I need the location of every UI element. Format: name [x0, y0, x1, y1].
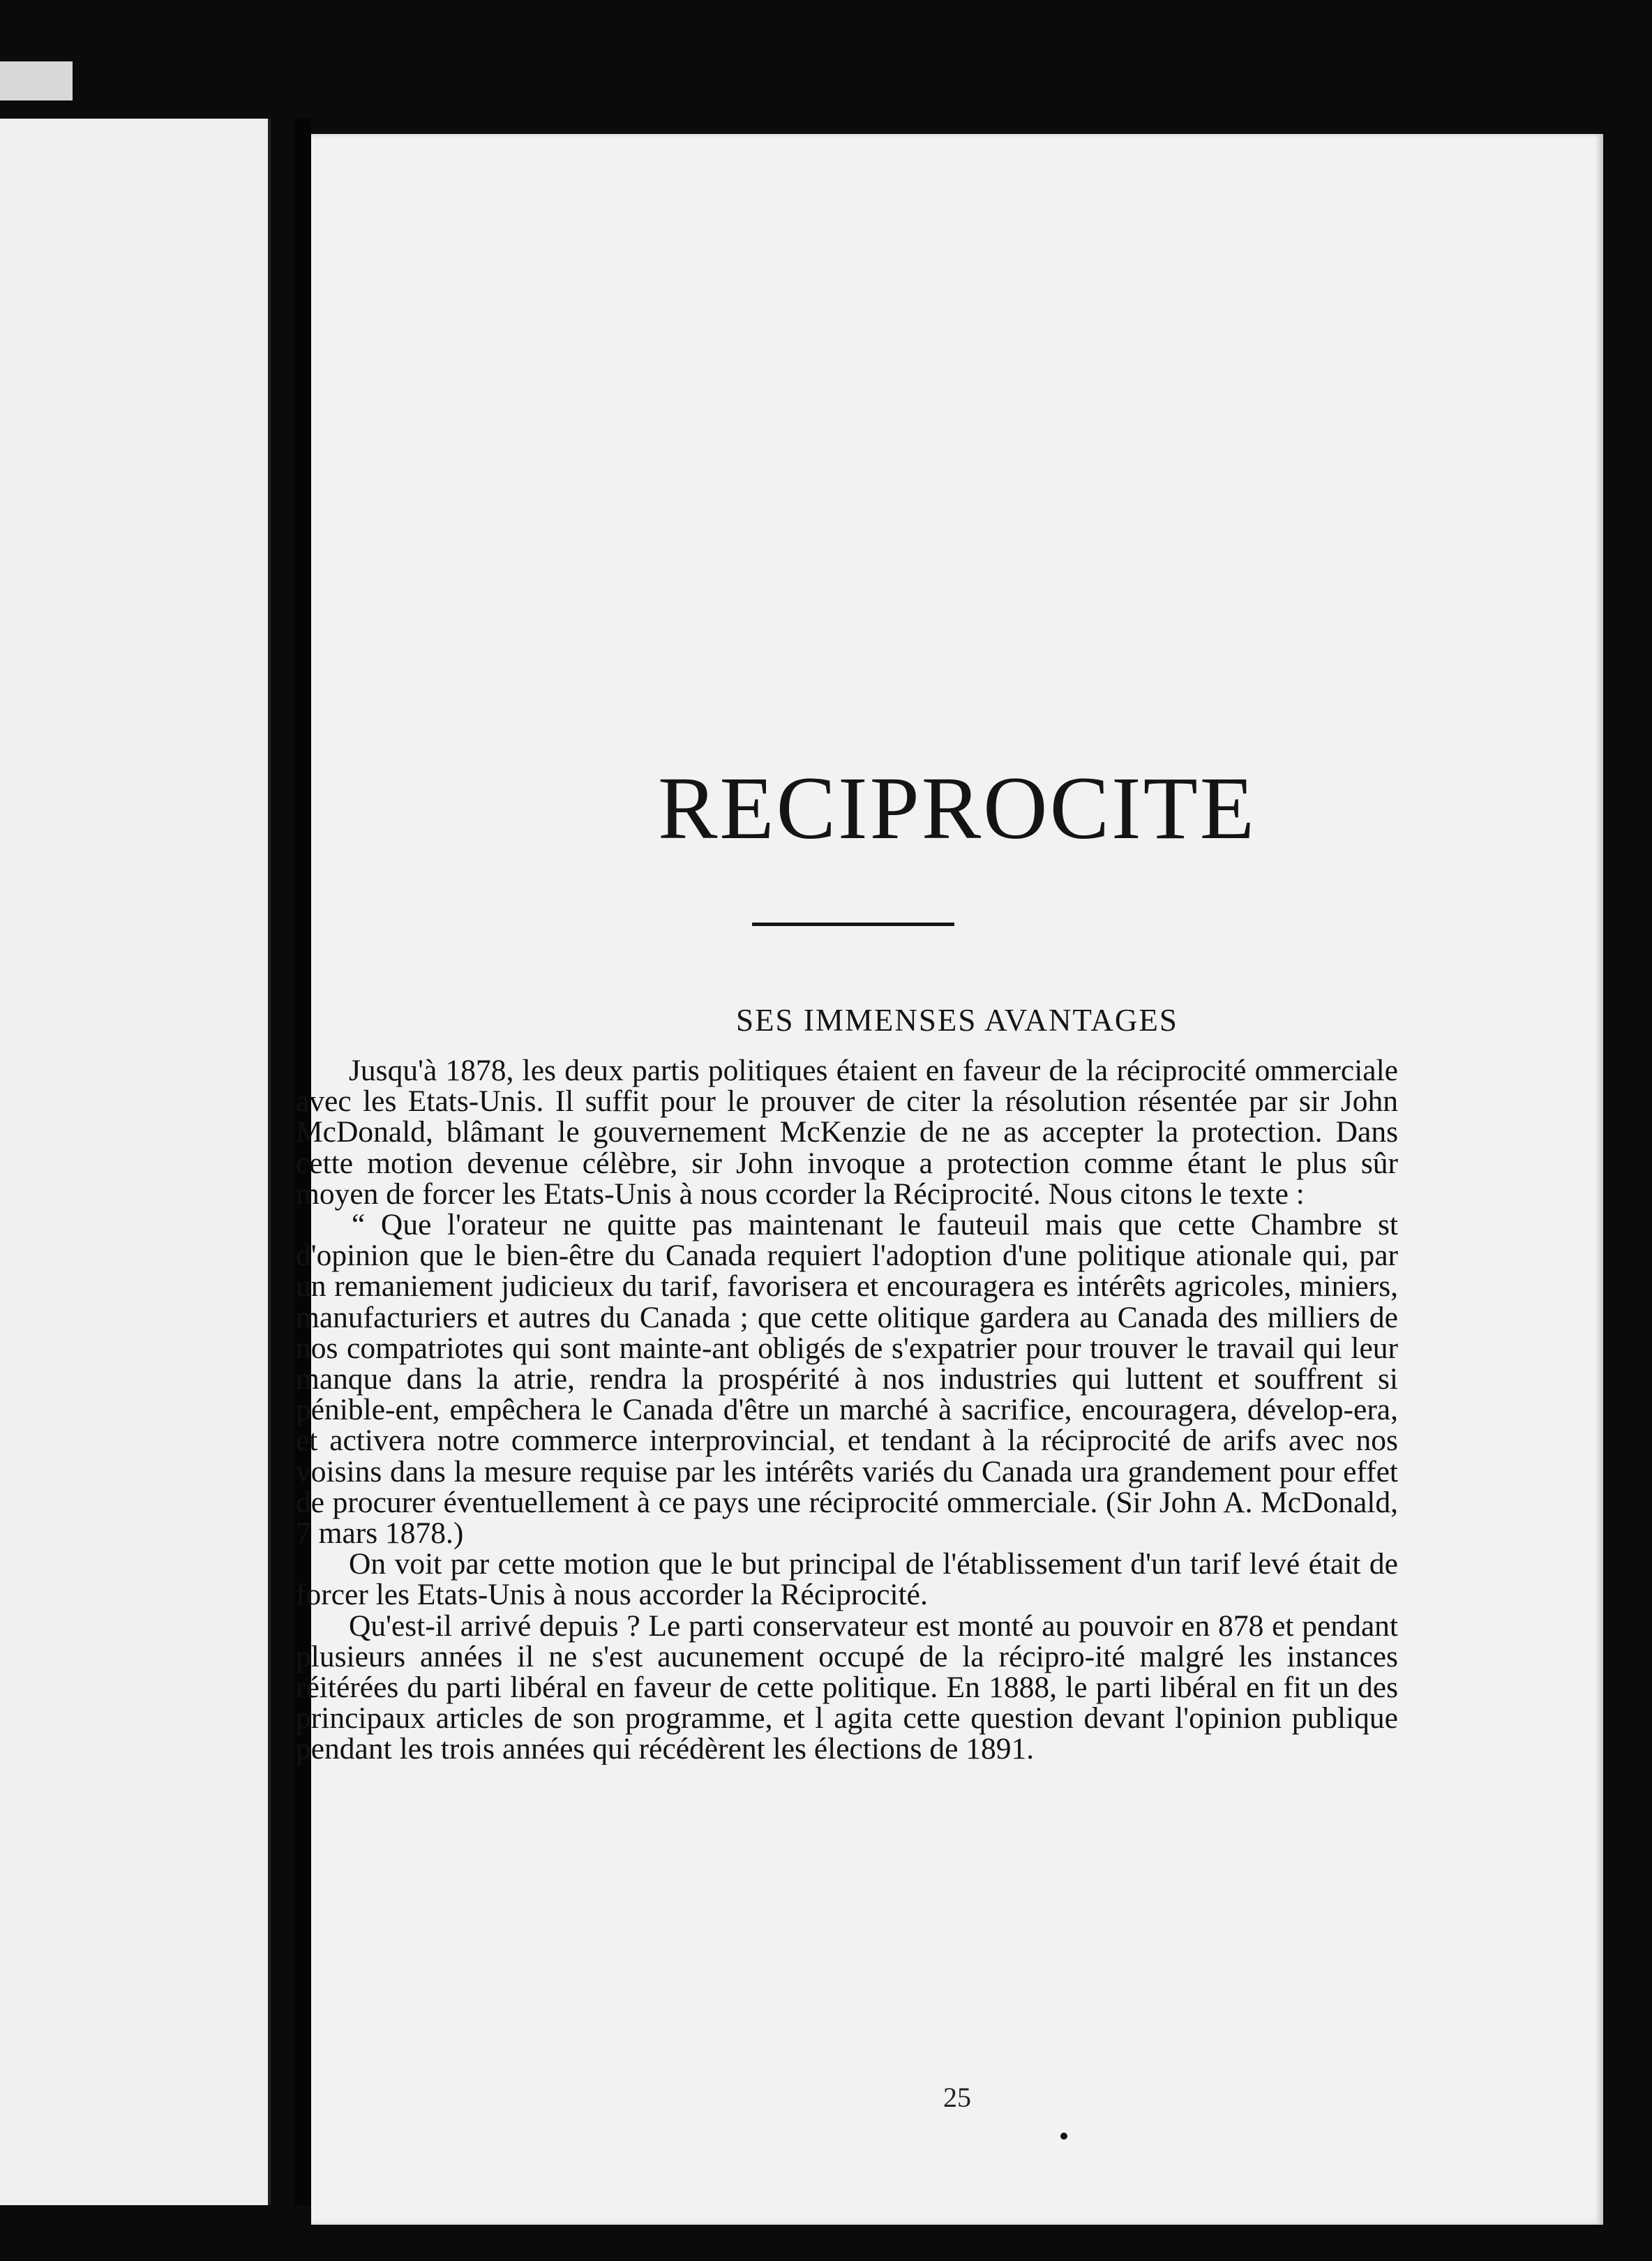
paragraph-quotation: “ Que l'orateur ne quitte pas maintenant le fauteuil mais que cette Chambre st d'opinion que le bien-être du Canada requiert l'adoption d'une politique ationale qui, par un remaniement judicieux du tarif, favorisera et encouragera es intérêts agricoles, miniers, manufacturiers et autres du Canada ; que cette olitique gardera au Canada des milliers de nos compatriotes qui sont mainte-ant obligés de s'expatrier pour trouver le travail qui leur manque dans la atrie, rendra la prospérité à nos industries qui luttent et souffrent si pénible-ent, empêchera le Canada d'être un marché à sacrifice, encouragera, dévelop-era, et activera notre commerce interprovincial, et tendant à la réciprocité de arifs avec nos voisins dans la mesure requise par les intérêts variés du Canada ura grandement pour effet de procurer éventuellement à ce pays une réciprocité ommerciale. (Sir John A. McDonald, 7 mars 1878.) — [296, 1208, 1398, 1551]
title-divider — [752, 923, 954, 926]
left-page-edge-strip — [0, 61, 73, 100]
paragraph-history: Qu'est-il arrivé depuis ? Le parti conservateur est monté au pouvoir en 878 et pendant plusieurs années il ne s'est aucunement occupé de la récipro-ité malgré les instances réitérées du parti libéral en faveur de cette politique. En 1888, le parti libéral en fit un des principaux articles de son programme, et l agita cette question devant l'opinion publique pendant les trois années qui récédèrent les élections de 1891. — [296, 1609, 1398, 1765]
paragraph-intro: Jusqu'à 1878, les deux partis politiques étaient en faveur de la réciprocité ommerciale avec les Etats-Unis. Il suffit pour le prouver de citer la résolution résentée par sir John McDonald, blâmant le gouvernement McKenzie de ne as accepter la protection. Dans cette motion devenue célèbre, sir John invoque a protection comme étant le plus sûr moyen de forcer les Etats-Unis à nous ccorder la Réciprocité. Nous citons le texte : — [296, 1055, 1398, 1211]
right-page — [296, 134, 1603, 2225]
paragraph-conclusion: On voit par cette motion que le but principal de l'établissement d'un tarif levé était de forcer les Etats-Unis à nous accorder la Réciprocité. — [296, 1547, 1398, 1612]
page-subtitle: SES IMMENSES AVANTAGES — [736, 1003, 1178, 1038]
page-number: 25 — [943, 2082, 971, 2113]
article-body — [296, 1055, 1398, 1765]
page-title: RECIPROCITE — [658, 759, 1256, 858]
ink-speck — [1060, 2133, 1067, 2140]
left-page — [0, 119, 271, 2205]
